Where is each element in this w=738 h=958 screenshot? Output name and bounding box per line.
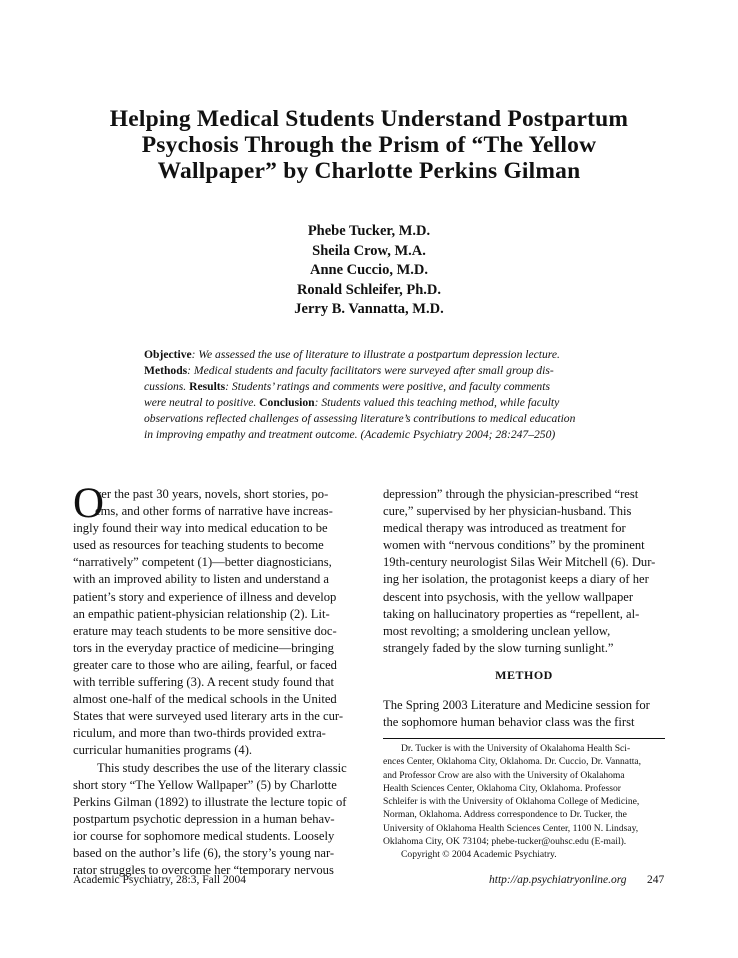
body-line: Perkins Gilman (1892) to illustrate the lecture topic of <box>73 794 347 809</box>
body-line: erature may teach students to be more sensitive doc- <box>73 623 337 638</box>
body-line: almost one-half of the medical schools in the United <box>73 692 337 707</box>
body-line: taking on hallucinatory properties as “repellent, al- <box>383 606 640 621</box>
results-text: were neutral to positive. <box>144 396 260 409</box>
body-line: States that were surveyed used literary arts in the cur- <box>73 709 344 724</box>
article-title <box>60 106 678 184</box>
body-line: an empathic patient-physician relationship (2). Lit- <box>73 606 330 621</box>
body-line: strangely faded by the slow turning sunlight.” <box>383 640 614 655</box>
footnote-divider <box>383 738 665 739</box>
footnote-line: and Professor Crow are also with the University of Okalahoma <box>383 769 625 781</box>
body-line: ems, and other forms of narrative have increas- <box>95 504 333 519</box>
body-line: ingly found their way into medical education to be <box>73 521 328 536</box>
footnote-line: Oklahoma City, OK 73104; phebe-tucker@ouhsc.edu (E-mail). <box>383 836 627 848</box>
body-line: 19th-century neurologist Silas Weir Mitchell (6). Dur- <box>383 555 656 570</box>
body-line: ver the past 30 years, novels, short stories, po- <box>95 487 329 501</box>
title-line: Psychosis Through the Prism of “The Yellow <box>141 132 597 158</box>
body-line: curricular humanities programs (4). <box>73 743 253 758</box>
footnote-line: Health Sciences Center, Oklahoma City, Oklahoma. Professor <box>383 782 621 794</box>
body-line: used as resources for teaching students to become <box>73 538 324 553</box>
abstract-line <box>144 363 596 379</box>
abstract-line <box>144 347 596 363</box>
drop-cap: O <box>73 480 105 527</box>
footnote-line: Dr. Tucker is with the University of Okalahoma Health Sci- <box>401 743 631 754</box>
author-name: Phebe Tucker, M.D. <box>307 223 431 239</box>
abstract-line: in improving empathy and treatment outcome. (Academic Psychiatry 2004; 28:247–250) <box>144 428 556 441</box>
body-line: descent into psychosis, with the yellow wallpaper <box>383 589 634 604</box>
body-line: The Spring 2003 Literature and Medicine session for <box>383 698 650 712</box>
body-line: riculum, and more than two-thirds provided extra- <box>73 726 326 741</box>
conclusion-text: : Students valued this teaching method, while faculty <box>314 396 560 409</box>
footnote-line: Schleifer is with the University of Oklahoma College of Medicine, <box>383 796 640 808</box>
footnote-line: ences Center, Oklahoma City, Oklahoma. Dr. Cuccio, Dr. Vannatta, <box>383 756 642 768</box>
body-line: with an improved ability to listen and understand a <box>73 572 330 587</box>
body-line: women with “nervous conditions” by the prominent <box>383 538 645 553</box>
body-line: “narratively” competent (1)—better diagnosticians, <box>73 555 332 570</box>
abstract-line <box>144 395 596 411</box>
abstract-line: observations reflected challenges of assessing literature’s contributions to medical education <box>144 412 576 425</box>
methods-label: Methods <box>144 364 188 377</box>
body-line: This study describes the use of the literary classic <box>97 760 347 775</box>
objective-text: : We assessed the use of literature to illustrate a postpartum depression lecture. <box>191 348 560 361</box>
methods-text: : Medical students and faculty facilitators were surveyed after small group dis- <box>187 364 554 377</box>
author-list <box>0 222 738 320</box>
body-line: the sophomore human behavior class was the first <box>383 715 635 730</box>
left-column <box>73 480 355 879</box>
footnote-line: University of Oklahoma Health Sciences Center, 1100 N. Lindsay, <box>383 822 639 834</box>
right-column-method <box>383 697 665 731</box>
results-text: : Students’ ratings and comments were positive, and faculty comments <box>225 380 550 393</box>
author-name: Sheila Crow, M.A. <box>312 242 426 259</box>
body-line: patient’s story and experience of illness and develop <box>73 589 337 604</box>
author-name: Jerry B. Vannatta, M.D. <box>294 301 444 317</box>
abstract-line <box>144 379 596 395</box>
body-line: short story “The Yellow Wallpaper” (5) by Charlotte <box>73 777 337 792</box>
conclusion-label: Conclusion <box>259 396 315 409</box>
author-name: Ronald Schleifer, Ph.D. <box>296 281 442 298</box>
journal-url-link[interactable]: http://ap.psychiatryonline.org <box>489 874 627 886</box>
body-line: rator struggles to overcome her “temporary nervous <box>73 863 334 878</box>
title-line: Wallpaper” by Charlotte Perkins Gilman <box>157 158 581 184</box>
body-line: cure,” supervised by her physician-husband. This <box>383 504 632 519</box>
footnote-line: Norman, Oklahoma. Address correspondence to Dr. Tucker, the <box>383 809 627 821</box>
author-footnote <box>383 742 665 862</box>
author-name: Anne Cuccio, M.D. <box>309 262 428 278</box>
body-line: most revolting; a smoldering unclean yellow, <box>383 623 611 638</box>
page-number: 247 <box>647 874 665 886</box>
title-line: Helping Medical Students Understand Postpartum <box>109 106 629 132</box>
objective-label: Objective <box>144 348 192 361</box>
body-line: medical therapy was introduced as treatment for <box>383 521 626 536</box>
section-heading-method: METHOD <box>495 668 553 682</box>
body-line: depression” through the physician-prescribed “rest <box>383 487 639 501</box>
copyright-line: Copyright © 2004 Academic Psychiatry. <box>401 849 557 861</box>
abstract <box>144 347 596 443</box>
body-line: greater care to those who are ailing, fearful, or faced <box>73 657 337 672</box>
body-line: ing her isolation, the protagonist keeps a diary of her <box>383 572 649 587</box>
methods-text: cussions. <box>144 380 190 393</box>
journal-citation: Academic Psychiatry, 28:3, Fall 2004 <box>73 874 246 886</box>
body-line: based on the author’s life (6), the story’s young nar- <box>73 845 335 860</box>
body-line: with terrible suffering (3). A recent study found that <box>73 675 335 690</box>
right-column <box>383 486 665 657</box>
body-line: postpartum psychotic depression in a human behav- <box>73 811 335 826</box>
body-line: tors in the everyday practice of medicine—bringing <box>73 640 334 655</box>
body-line: ior course for sophomore medical students. Loosely <box>73 828 335 843</box>
results-label: Results <box>189 380 226 393</box>
